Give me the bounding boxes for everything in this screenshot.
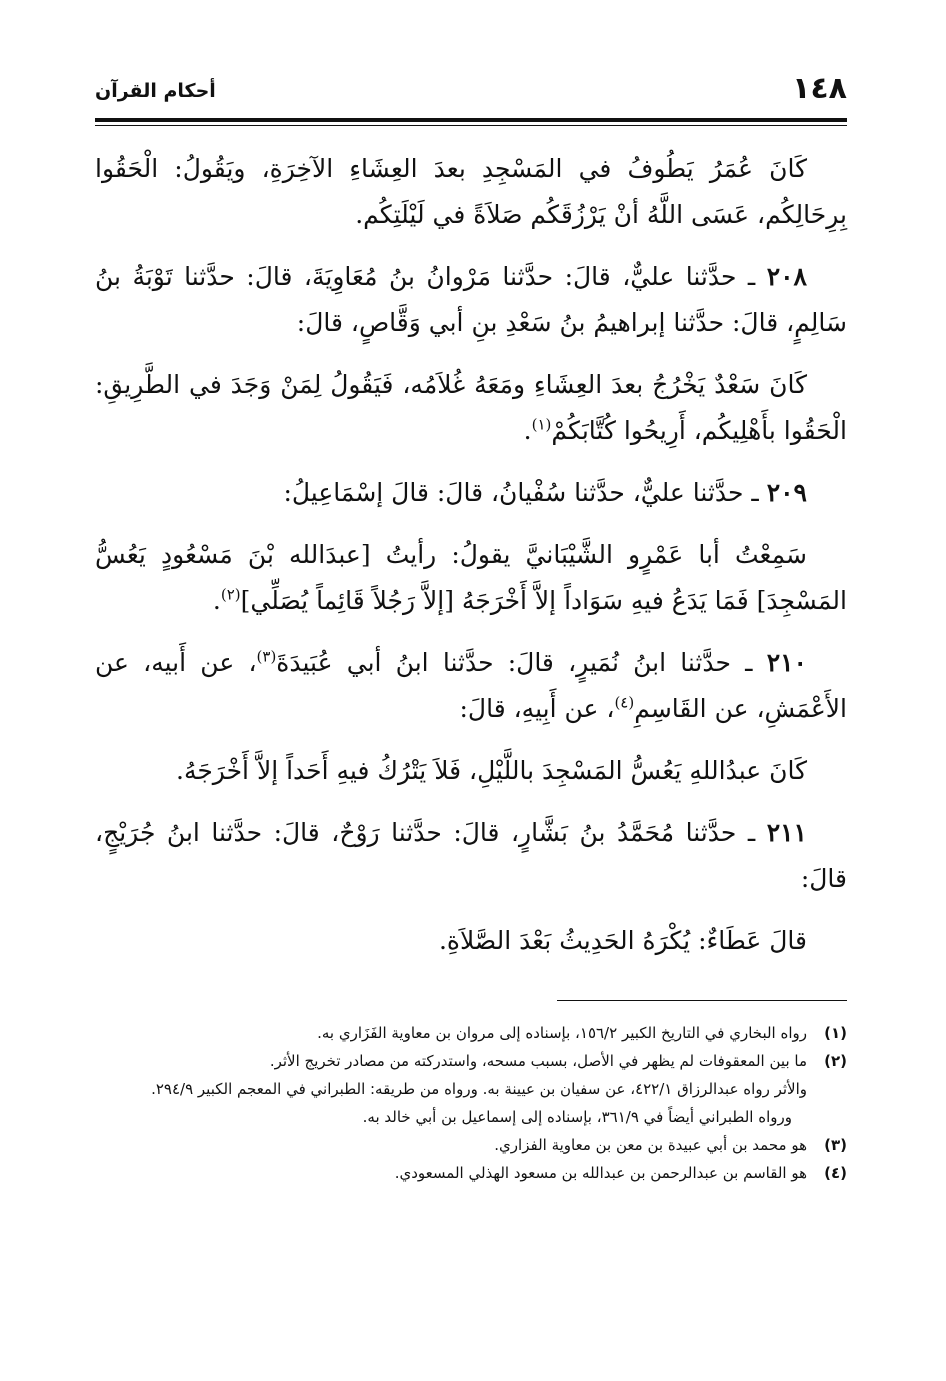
footnote-marker: (١) xyxy=(824,1024,847,1042)
hadith-number: ٢٠٩ xyxy=(766,478,807,507)
narration-text xyxy=(95,362,847,454)
paragraph-tail: . xyxy=(523,416,532,445)
paragraph-text: ـ حدَّثنا عليٌّ، قالَ: حدَّثنا مَرْوانُ بنُ مُعَاوِيَةَ، قالَ: حدَّثنا تَوْبَةُ بنُ سَالِمٍ، قالَ: حدَّثنا إبراهيمُ بنُ سَعْدِ بنِ أبي وَقَّاصٍ، قالَ: xyxy=(95,262,847,337)
footnote-4 xyxy=(95,1159,847,1187)
paragraph-text: ـ حدَّثنا ابنُ نُمَيرٍ، قالَ: حدَّثنا ابنُ أبي عُبَيدَةَ xyxy=(276,648,767,677)
footnotes-section xyxy=(95,1000,847,1187)
hadith-number: ٢٠٨ xyxy=(766,262,807,291)
hadith-number: ٢١٠ xyxy=(766,648,807,677)
paragraph-text: ـ حدَّثنا مُحَمَّدُ بنُ بَشَّارٍ، قالَ: حدَّثنا رَوْحٌ، قالَ: حدَّثنا ابنُ جُرَيْجٍ، قالَ: xyxy=(95,818,847,893)
footnote-1 xyxy=(95,1019,847,1047)
hadith-chain-210 xyxy=(95,640,847,732)
paragraph-text: كَانَ سَعْدٌ يَخْرُجُ بعدَ العِشَاءِ ومَعَهُ غُلاَمُه، فَيَقُولُ لِمَنْ وَجَدَ في الطَّرِيقِ: الْحَقُوا بأَهْلِيكُم، أَرِيحُوا كُتَّابَكُمْ xyxy=(95,370,847,445)
book-page xyxy=(95,60,847,1340)
page-header xyxy=(95,60,847,112)
paragraph-text: سَمِعْتُ أبا عَمْرٍو الشَّيْبَانيَّ يقولُ: رأيتُ [عبدَالله بْنَ مَسْعُودٍ يَعُسُّ المَسْجِدَ] فَمَا يَدَعُ فيهِ سَوَاداً إلاَّ أَخْرَجَهُ [إلاَّ رَجُلاً قَائِماً يُصَلِّي] xyxy=(95,540,847,615)
header-rule-thin xyxy=(95,125,847,126)
paragraph-text: كَانَ عبدُاللهِ يَعُسُّ المَسْجِدَ باللَّيْلِ، فَلاَ يَتْرُكُ فيهِ أَحَداً إلاَّ أَخْرَجَهُ. xyxy=(176,756,807,785)
paragraph-tail: ، عن أَبيه، عن الأَعْمَشِ، عن القَاسِمِ xyxy=(95,648,847,723)
footnote-marker: (٤) xyxy=(824,1164,847,1182)
paragraph-text: ـ حدَّثنا عليٌّ، حدَّثنا سُفْيانُ، قالَ: قالَ إسْمَاعِيلُ: xyxy=(283,478,767,507)
footnote-2-continuation: والأثر رواه عبدالرزاق ٤٢٢/١، عن سفيان بن عيينة به. ورواه من طريقه: الطبراني في المعجم الكبير ٢٩٤/٩. xyxy=(151,1080,807,1098)
narration-text xyxy=(95,748,847,794)
footnote-text: هو القاسم بن عبدالرحمن بن عبدالله بن مسعود الهذلي المسعودي. xyxy=(394,1164,807,1182)
paragraph-tail: ، عن أَبِيهِ، قالَ: xyxy=(459,694,615,723)
footnote-ref[interactable]: (٤) xyxy=(614,693,635,712)
footnote-ref[interactable]: (٢) xyxy=(220,585,241,604)
footnote-text: رواه البخاري في التاريخ الكبير ١٥٦/٢، بإسناده إلى مروان بن معاوية الفَزَاري به. xyxy=(317,1024,807,1042)
narration-text xyxy=(95,918,847,964)
footnote-2-continuation: ورواه الطبراني أيضاً في ٣٦١/٩، بإسناده إلى إسماعيل بن أبي خالد به. xyxy=(362,1108,792,1126)
hadith-chain-208 xyxy=(95,254,847,346)
footnote-text: ما بين المعقوفات لم يظهر في الأصل، بسبب مسحه، واستدركته من مصادر تخريج الأثر. xyxy=(269,1052,807,1070)
footnote-marker: (٣) xyxy=(824,1136,847,1154)
paragraph-tail: . xyxy=(212,586,221,615)
footnote-marker: (٢) xyxy=(824,1052,847,1070)
hadith-chain-209 xyxy=(95,470,847,516)
footnote-separator xyxy=(557,1000,847,1001)
hadith-chain-211 xyxy=(95,810,847,902)
paragraph-text: كَانَ عُمَرُ يَطُوفُ في المَسْجِدِ بعدَ العِشَاءِ الآخِرَةِ، ويَقُولُ: الْحَقُوا بِرِحَالِكُم، عَسَى اللَّهُ أنْ يَرْزُقَكُم صَلاَةً في لَيْلَتِكُم. xyxy=(95,154,847,229)
footnote-ref[interactable]: (١) xyxy=(531,415,552,434)
main-text xyxy=(95,146,847,964)
paragraph-text: قالَ عَطَاءٌ: يُكْرَهُ الحَدِيثُ بَعْدَ الصَّلاَةِ. xyxy=(438,926,807,955)
footnote-3 xyxy=(95,1131,847,1159)
running-title: أحكام القرآن xyxy=(95,80,216,102)
footnote-text: هو محمد بن أبي عبيدة بن معن بن معاوية الفزاري. xyxy=(494,1136,807,1154)
header-rule-thick xyxy=(95,118,847,122)
hadith-number: ٢١١ xyxy=(766,818,807,847)
footnote-ref[interactable]: (٣) xyxy=(256,647,277,666)
narration-text xyxy=(95,532,847,624)
footnote-2 xyxy=(95,1047,847,1075)
page-number: ١٤٨ xyxy=(792,71,847,106)
narration-text xyxy=(95,146,847,238)
